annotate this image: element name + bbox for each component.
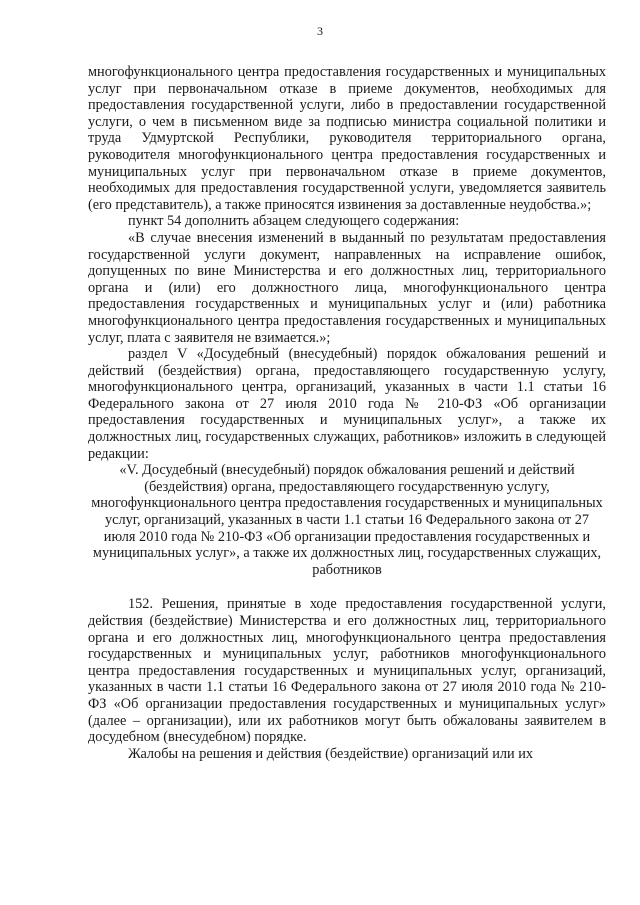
document-body [88,64,606,762]
paragraph-continuation: многофункционального центра предоставления государственных и муниципальных услуг при первоначальном отказе в приеме документов, необходимых для предоставления государственной услуги, либо в предоставлении государственной услуги, о чем в письменном виде за подписью министра социальной политики и труда Удмуртской Республики, руководителя территориального органа, руководителя многофункционального центра предоставления государственных и муниципальных услуг при первоначальном отказе в приеме документов, необходимых для предоставления государственной услуги, уведомляется заявитель (его представитель), а также приносятся извинения за доставленные неудобства.»; [88,64,606,213]
paragraph-complaints: Жалобы на решения и действия (бездействие) организаций или их [128,745,534,762]
section-heading: «V. Досудебный (внесудебный) порядок обжалования решений и действий (бездействия) органа, предоставляющего государственную услугу, многофункционального центра предоставления государственных и муниципальных услуг, организаций, указанных в части 1.1 статьи 16 Федерального закона от 27 июля 2010 года № 210-ФЗ «Об организации предоставления государственных и муниципальных услуг», а также их должностных лиц, государственных служащих, работников [91,462,603,578]
paragraph-amendment-54: пункт 54 дополнить абзацем следующего содержания: [128,213,460,230]
spacer [88,578,606,596]
paragraph-quote-fee: «В случае внесения изменений в выданный по результатам предоставления государственной услуги документ, направленных на исправление ошибок, допущенных по вине Министерства и его должностных лиц, территориального органа и (или) его должностного лица, многофункционального центра предоставления государственных и муниципальных услуг и (или) работника многофункционального центра предоставления государственных и муниципальных услуг, плата с заявителя не взимается.»; [88,229,606,346]
page-number: 3 [317,24,323,38]
paragraph-152: 152. Решения, принятые в ходе предоставления государственной услуги, действия (бездействие) Министерства и его должностных лиц, территориального органа и его должностных лиц, многофункционального центра предоставления государственных и муниципальных услуг, работников многофункционального центра предоставления государственных и муниципальных услуг, организаций, указанных в части 1.1 статьи 16 Федерального закона от 27 июля 2010 года № 210-ФЗ «Об организации предоставления государственных и муниципальных услуг» (далее – организации), или их работников могут быть обжалованы заявителем в досудебном (внесудебном) порядке. [88,596,606,746]
paragraph-section-v-intro: раздел V «Досудебный (внесудебный) порядок обжалования решений и действий (бездействия) органа, предоставляющего государственную услугу, многофункционального центра, организаций, указанных в части 1.1 статьи 16 Федерального закона от 27 июля 2010 года № 210-ФЗ «Об организации предоставления государственных и муниципальных услуг», а также их должностных лиц, государственных служащих, работников» изложить в следующей редакции: [88,346,606,462]
